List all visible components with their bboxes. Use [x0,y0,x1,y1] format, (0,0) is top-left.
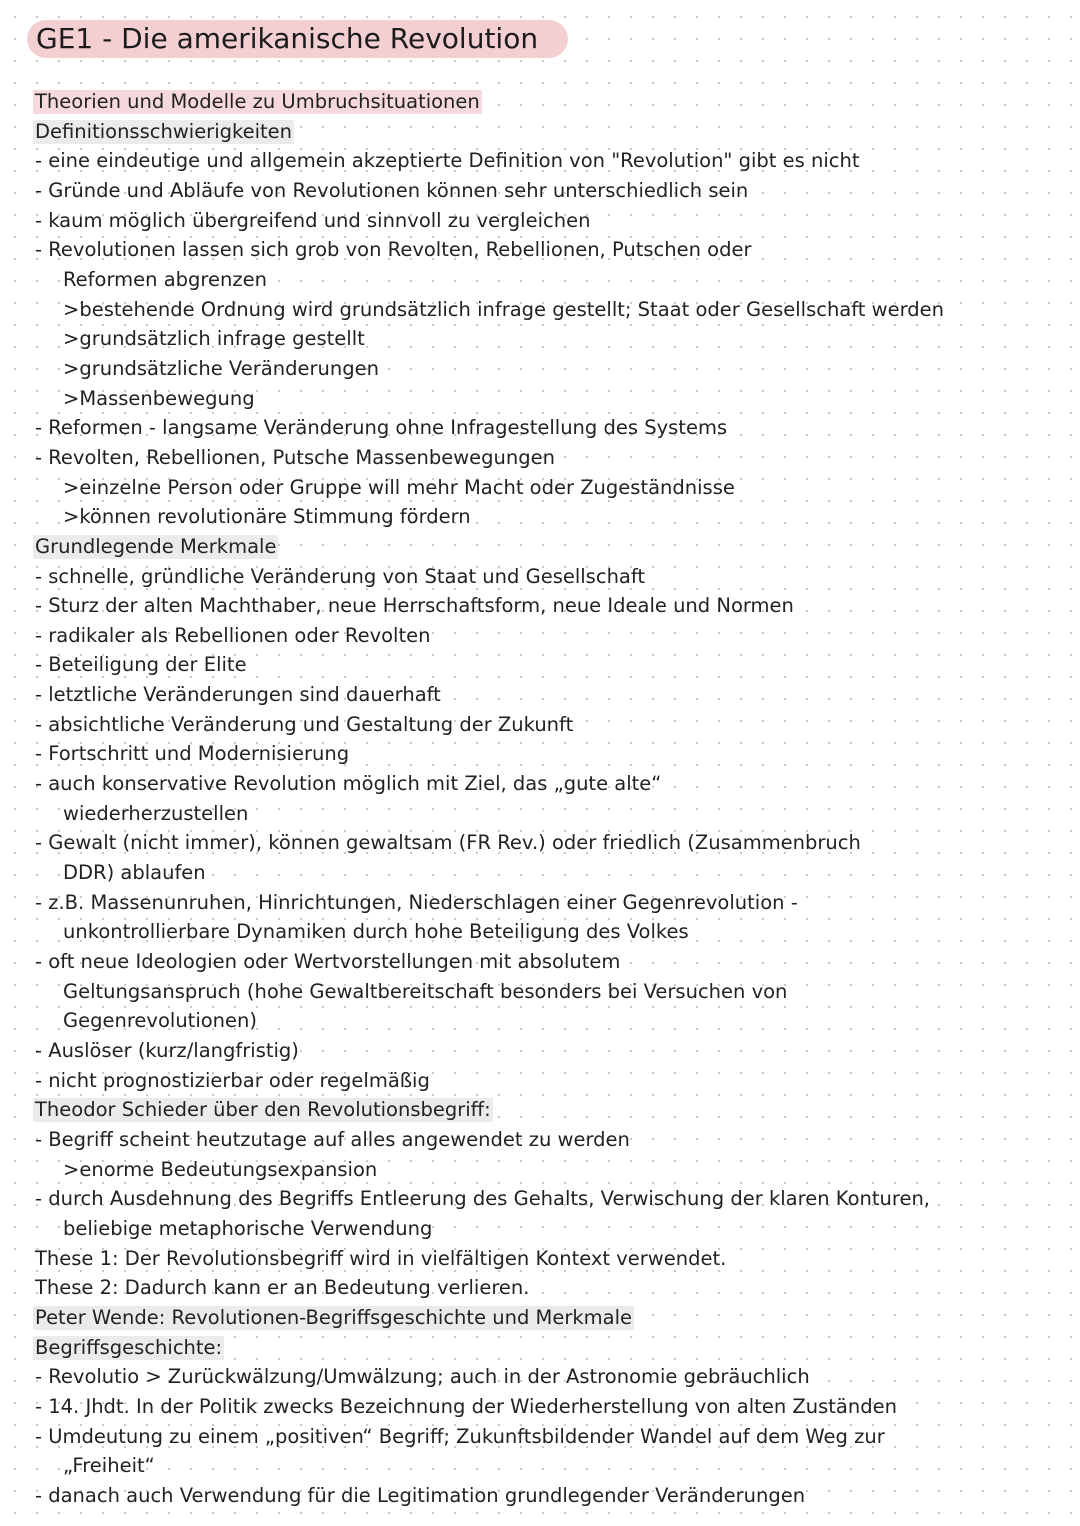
note-line [35,739,1055,769]
note-line-text: wiederherzustellen [63,801,249,825]
note-line [35,413,1055,443]
note-line [35,502,1055,532]
note-line-text: - Reformen - langsame Veränderung ohne Infragestellung des Systems [35,416,728,440]
note-line [35,828,1055,858]
note-line-text: unkontrollierbare Dynamiken durch hohe Beteiligung des Volkes [63,920,689,944]
note-line-text: - eine eindeutige und allgemein akzeptierte Definition von "Revolution" gibt es nicht [35,149,860,173]
note-line [35,650,1055,680]
note-line-text: - absichtliche Veränderung und Gestaltung der Zukunft [35,712,574,736]
note-line [35,1184,1055,1214]
note-line-text: - oft neue Ideologien oder Wertvorstellungen mit absolutem [35,950,621,974]
note-line [35,206,1055,236]
note-line-text: Grundlegende Merkmale [35,534,277,558]
note-line-text: - Gründe und Abläufe von Revolutionen können sehr unterschiedlich sein [35,178,749,202]
note-line-text: - Revolutio > Zurückwälzung/Umwälzung; auch in der Astronomie gebräuchlich [35,1365,810,1389]
note-line-text: - Revolten, Rebellionen, Putsche Massenbewegungen [35,445,555,469]
note-line-text: >grundsätzlich infrage gestellt [63,327,365,351]
note-line [35,621,1055,651]
note-line [35,295,1055,325]
note-line [35,799,1055,829]
note-line-text: >bestehende Ordnung wird grundsätzlich infrage gestellt; Staat oder Gesellschaft werden [63,297,944,321]
note-line-text: - Umdeutung zu einem „positiven“ Begriff; Zukunftsbildender Wandel auf dem Weg zur [35,1424,885,1448]
note-line [35,710,1055,740]
note-line [35,947,1055,977]
note-line [35,680,1055,710]
section-heading [35,1303,1055,1333]
note-line-text: DDR) ablaufen [63,861,206,885]
note-line [35,1214,1055,1244]
note-line [35,1006,1055,1036]
note-line-text: >können revolutionäre Stimmung fördern [63,505,471,529]
note-line-text: - nicht prognostizierbar oder regelmäßig [35,1068,430,1092]
note-line [35,473,1055,503]
note-line-text: Theorien und Modelle zu Umbruchsituationen [35,90,480,113]
note-line-text: - auch konservative Revolution möglich mit Ziel, das „gute alte“ [35,772,662,796]
note-line [35,443,1055,473]
page-title: GE1 - Die amerikanische Revolution [27,20,568,58]
note-line-text: Gegenrevolutionen) [63,1009,257,1033]
note-line [35,917,1055,947]
section-heading [35,532,1055,562]
section-heading [35,117,1055,147]
section-heading [35,1333,1055,1363]
section-heading [35,1095,1055,1125]
note-line [35,1362,1055,1392]
note-line-text: These 1: Der Revolutionsbegriff wird in vielfältigen Kontext verwendet. [35,1246,727,1270]
note-line-text: - Revolutionen lassen sich grob von Revolten, Rebellionen, Putschen oder [35,238,752,262]
note-body [35,87,1055,1511]
note-line-text: Reformen abgrenzen [63,267,267,291]
note-line [35,591,1055,621]
note-line-text: - Fortschritt und Modernisierung [35,742,350,766]
note-line-text: - Sturz der alten Machthaber, neue Herrschaftsform, neue Ideale und Normen [35,594,794,618]
note-line-text: >grundsätzliche Veränderungen [63,356,379,380]
note-line [35,265,1055,295]
note-line-text: „Freiheit“ [63,1454,155,1478]
note-line [35,888,1055,918]
note-line [35,769,1055,799]
note-line [35,562,1055,592]
note-line [35,1125,1055,1155]
note-line-text: - 14. Jhdt. In der Politik zwecks Bezeichnung der Wiederherstellung von alten Zuständen [35,1394,897,1418]
note-line-text: - kaum möglich übergreifend und sinnvoll zu vergleichen [35,208,591,232]
note-line-text: Peter Wende: Revolutionen-Begriffsgeschichte und Merkmale [35,1305,633,1329]
note-line-text: - z.B. Massenunruhen, Hinrichtungen, Niederschlagen einer Gegenrevolution - [35,890,798,914]
note-line-text: - schnelle, gründliche Veränderung von Staat und Gesellschaft [35,564,646,588]
note-line-text: >enorme Bedeutungsexpansion [63,1157,378,1181]
note-line [35,1422,1055,1452]
note-line-text: Geltungsanspruch (hohe Gewaltbereitschaft besonders bei Versuchen von [63,979,788,1003]
note-line [35,1481,1055,1511]
note-line-text: Begriffsgeschichte: [35,1335,223,1359]
section-heading [35,87,1055,117]
note-line-text: - letztliche Veränderungen sind dauerhaft [35,683,441,707]
note-line [35,1451,1055,1481]
note-line [35,384,1055,414]
note-line-text: Definitionsschwierigkeiten [35,119,293,143]
note-line [35,1244,1055,1274]
note-line-text: - Beteiligung der Elite [35,653,247,677]
note-line-text: Theodor Schieder über den Revolutionsbegriff: [35,1098,491,1122]
note-line-text: - danach auch Verwendung für die Legitimation grundlegender Veränderungen [35,1483,806,1507]
note-line [35,146,1055,176]
note-line [35,354,1055,384]
note-line [35,235,1055,265]
note-line [35,977,1055,1007]
note-line-text: - Auslöser (kurz/langfristig) [35,1039,299,1062]
note-line [35,1155,1055,1185]
note-line [35,1066,1055,1096]
note-line-text: - radikaler als Rebellionen oder Revolten [35,623,431,647]
note-line [35,1036,1055,1066]
note-line-text: These 2: Dadurch kann er an Bedeutung verlieren. [35,1276,530,1300]
note-line-text: - durch Ausdehnung des Begriffs Entleerung des Gehalts, Verwischung der klaren Konturen, [35,1187,931,1211]
note-line [35,858,1055,888]
note-line-text: >einzelne Person oder Gruppe will mehr Macht oder Zugeständnisse [63,475,735,499]
note-line [35,324,1055,354]
note-line-text: beliebige metaphorische Verwendung [63,1216,433,1240]
note-line [35,1273,1055,1303]
note-line-text: - Begriff scheint heutzutage auf alles angewendet zu werden [35,1127,630,1151]
note-line-text: - Gewalt (nicht immer), können gewaltsam (FR Rev.) oder friedlich (Zusammenbruch [35,831,861,855]
note-line-text: >Massenbewegung [63,386,255,410]
note-line [35,1392,1055,1422]
note-line [35,176,1055,206]
